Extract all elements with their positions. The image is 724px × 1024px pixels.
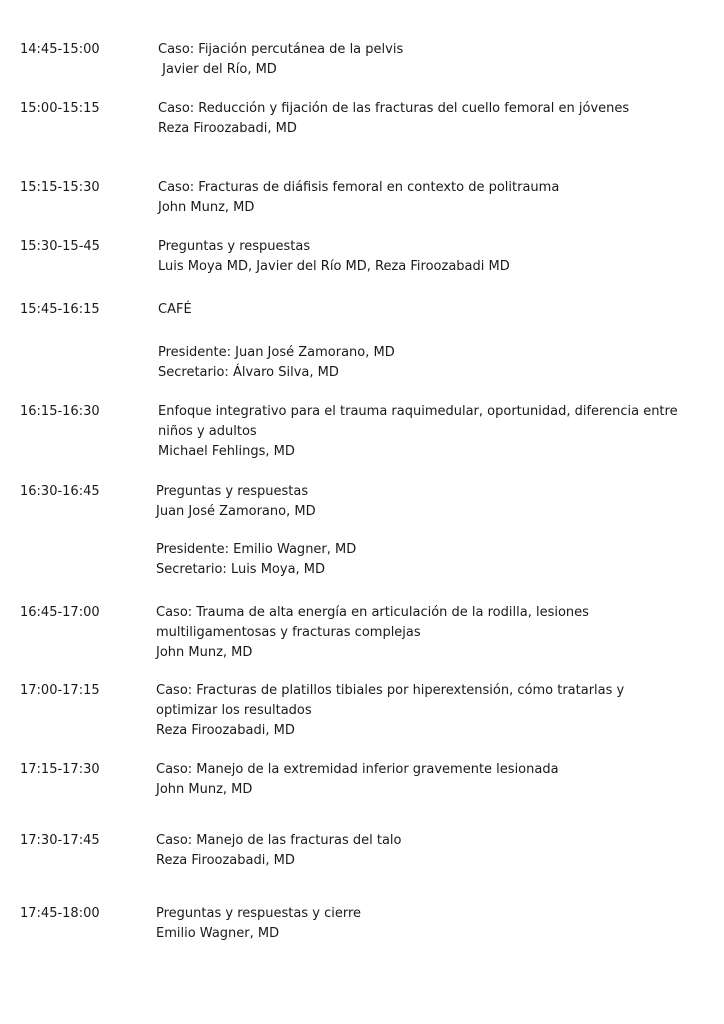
entry-content	[156, 760, 694, 800]
entry-speaker: Luis Moya MD, Javier del Río MD, Reza Firoozabadi MD	[158, 259, 510, 274]
entry-content	[158, 237, 694, 277]
entry-time: 16:30-16:45	[20, 484, 100, 499]
entry-speaker: Juan José Zamorano, MD	[156, 504, 316, 519]
session-president: Presidente: Emilio Wagner, MD	[156, 542, 357, 557]
entry-speaker: John Munz, MD	[158, 200, 255, 215]
entry-speaker: Javier del Río, MD	[158, 62, 277, 77]
entry-title: Enfoque integrativo para el trauma raquimedular, oportunidad, diferencia entre	[158, 404, 678, 419]
entry-content	[158, 99, 694, 139]
entry-speaker: John Munz, MD	[156, 782, 253, 797]
entry-speaker: Reza Firoozabadi, MD	[156, 853, 295, 868]
entry-content	[156, 831, 694, 871]
entry-speaker: Reza Firoozabadi, MD	[158, 121, 297, 136]
entry-title: Caso: Reducción y fijación de las fracturas del cuello femoral en jóvenes	[158, 101, 630, 116]
entry-time: 17:00-17:15	[20, 683, 100, 698]
entry-content	[158, 300, 694, 320]
entry-content	[156, 482, 694, 522]
entry-time: 15:15-15:30	[20, 180, 100, 195]
entry-title: CAFÉ	[158, 302, 192, 317]
entry-title: Caso: Trauma de alta energía en articulación de la rodilla, lesiones	[156, 605, 589, 620]
entry-time: 16:15-16:30	[20, 404, 100, 419]
entry-time: 17:30-17:45	[20, 833, 100, 848]
entry-speaker: Reza Firoozabadi, MD	[156, 723, 295, 738]
entry-speaker: John Munz, MD	[156, 645, 253, 660]
entry-title: Preguntas y respuestas y cierre	[156, 906, 362, 921]
entry-time: 15:30-15-45	[20, 239, 100, 254]
entry-content	[156, 904, 694, 944]
entry-time: 14:45-15:00	[20, 42, 100, 57]
entry-title: Caso: Fracturas de platillos tibiales por hiperextensión, cómo tratarlas y	[156, 683, 625, 698]
entry-time: 17:45-18:00	[20, 906, 100, 921]
entry-title: Caso: Fijación percutánea de la pelvis	[158, 42, 404, 57]
entry-speaker: Emilio Wagner, MD	[156, 926, 280, 941]
entry-content	[158, 40, 694, 80]
entry-content	[158, 402, 694, 462]
entry-title: Caso: Manejo de la extremidad inferior gravemente lesionada	[156, 762, 559, 777]
entry-content	[156, 540, 694, 580]
entry-time: 15:45-16:15	[20, 302, 100, 317]
entry-title: Preguntas y respuestas	[156, 484, 309, 499]
entry-time: 15:00-15:15	[20, 101, 100, 116]
entry-content	[156, 681, 694, 741]
entry-title: Preguntas y respuestas	[158, 239, 311, 254]
entry-title: Caso: Manejo de las fracturas del talo	[156, 833, 402, 848]
entry-title: niños y adultos	[158, 424, 257, 439]
entry-time: 17:15-17:30	[20, 762, 100, 777]
session-secretary: Secretario: Álvaro Silva, MD	[158, 365, 339, 380]
session-secretary: Secretario: Luis Moya, MD	[156, 562, 326, 577]
entry-time: 16:45-17:00	[20, 605, 100, 620]
entry-content	[156, 603, 694, 663]
entry-title: multiligamentosas y fracturas complejas	[156, 625, 421, 640]
entry-content	[158, 178, 694, 218]
entry-content	[158, 343, 694, 383]
session-president: Presidente: Juan José Zamorano, MD	[158, 345, 395, 360]
entry-title: Caso: Fracturas de diáfisis femoral en contexto de politrauma	[158, 180, 560, 195]
entry-speaker: Michael Fehlings, MD	[158, 444, 295, 459]
entry-title: optimizar los resultados	[156, 703, 312, 718]
